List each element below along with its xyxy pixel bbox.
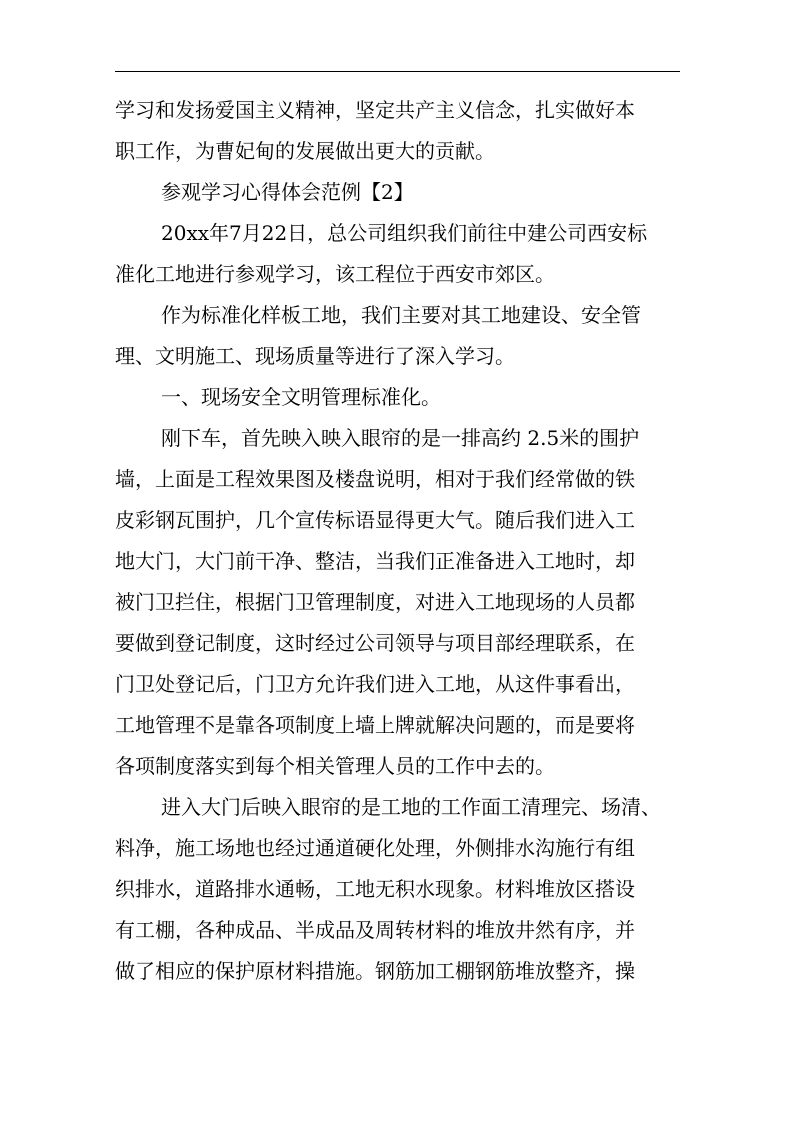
section-heading: 参观学习心得体会范例【2】 [161, 180, 414, 204]
document-body [115, 90, 683, 992]
text-line: 刚下车，首先映入映入眼帘的是一排高约 2.5米的围护 [161, 426, 640, 450]
text-line: 门卫处登记后，门卫方允许我们进入工地，从这件事看出， [115, 672, 635, 696]
text-line: 理、文明施工、现场质量等进行了深入学习。 [115, 344, 515, 368]
text-line: 要做到登记制度，这时经过公司领导与项目部经理联系，在 [115, 631, 635, 655]
text-line: 进入大门后映入眼帘的是工地的工作面工清理完、场清、 [161, 795, 661, 819]
text-line: 学习和发扬爱国主义精神，坚定共产主义信念，扎实做好本 [115, 98, 635, 122]
header-rule [115, 71, 680, 72]
text-line: 织排水，道路排水通畅，工地无积水现象。材料堆放区搭设 [115, 877, 635, 901]
text-line: 作为标准化样板工地，我们主要对其工地建设、安全管 [161, 303, 641, 327]
subsection-heading: 一、现场安全文明管理标准化。 [161, 385, 441, 409]
text-line: 各项制度落实到每个相关管理人员的工作中去的。 [115, 754, 555, 778]
text-line: 料净，施工场地也经过通道硬化处理，外侧排水沟施行有组 [115, 836, 635, 860]
text-line: 墙，上面是工程效果图及楼盘说明，相对于我们经常做的铁 [115, 467, 635, 491]
text-line: 工地管理不是靠各项制度上墙上牌就解决问题的，而是要将 [115, 713, 635, 737]
text-line: 职工作，为曹妃甸的发展做出更大的贡献。 [115, 139, 495, 163]
text-line: 20xx年7月22日，总公司组织我们前往中建公司西安标 [161, 221, 648, 245]
text-line: 地大门，大门前干净、整洁，当我们正准备进入工地时，却 [115, 549, 635, 573]
text-line: 皮彩钢瓦围护，几个宣传标语显得更大气。随后我们进入工 [115, 508, 635, 532]
text-line: 被门卫拦住，根据门卫管理制度，对进入工地现场的人员都 [115, 590, 635, 614]
text-line: 做了相应的保护原材料措施。钢筋加工棚钢筋堆放整齐，操 [115, 959, 635, 983]
text-line: 有工棚，各种成品、半成品及周转材料的堆放井然有序，并 [115, 918, 635, 942]
text-line: 准化工地进行参观学习，该工程位于西安市郊区。 [115, 262, 555, 286]
